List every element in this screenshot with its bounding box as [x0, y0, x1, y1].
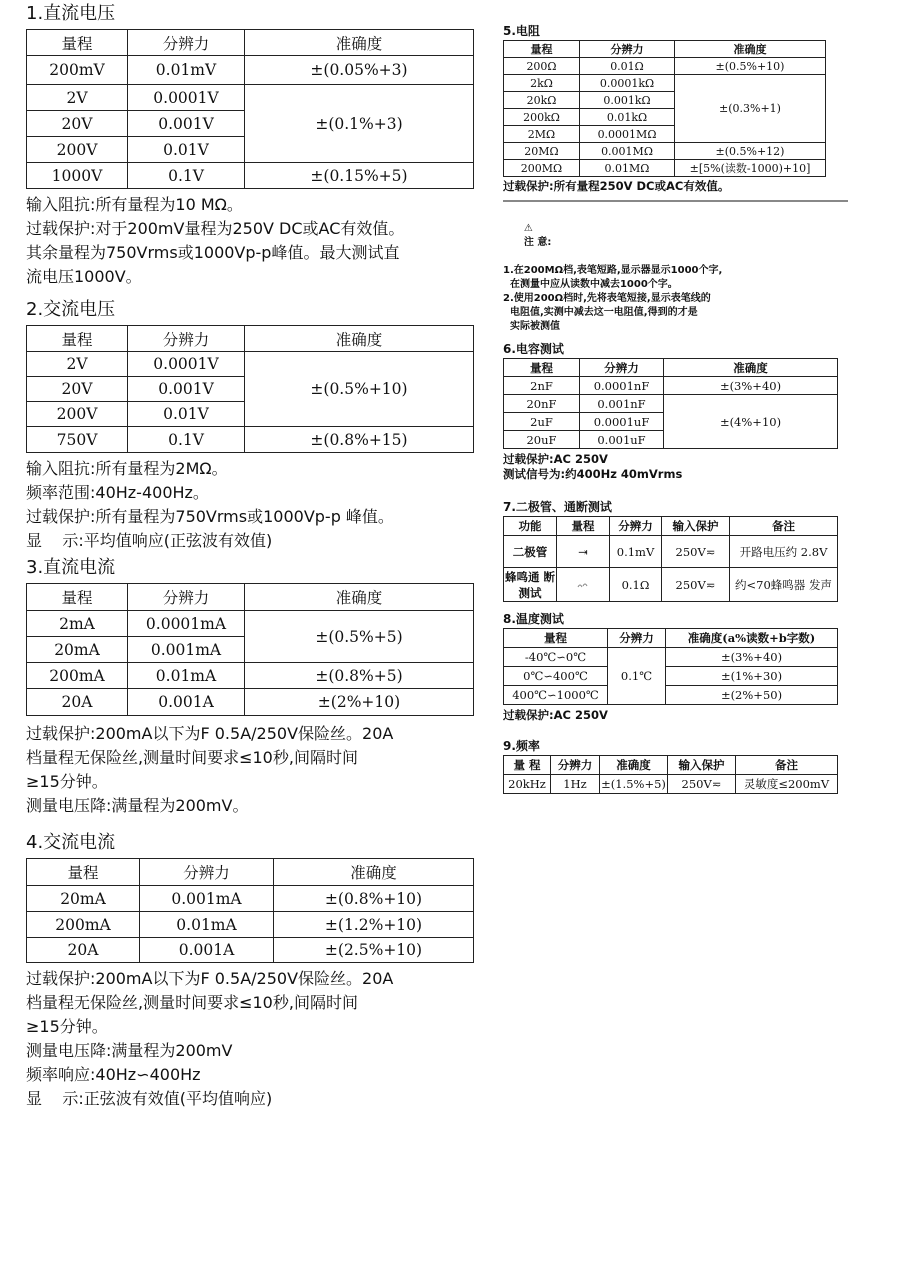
table-cell: 250V≂ [668, 775, 736, 794]
warning-line: 2.使用200Ω档时,先将表笔短接,显示表笔线的 [503, 293, 711, 304]
note-line: 过载保护:200mA以下为F 0.5A/250V保险丝。20A [26, 724, 394, 743]
right-column [503, 22, 848, 794]
table-header: 量程 [27, 326, 128, 352]
section-title-capacitance: 6.电容测试 [503, 342, 564, 356]
table-header: 量 程 [504, 756, 551, 775]
table-header: 准确度 [664, 359, 838, 377]
table-header: 输入保护 [662, 517, 730, 536]
warning-head: 注 意: [523, 237, 552, 248]
section-title-dc-voltage: 1.直流电压 [26, 3, 116, 24]
table-header: 量程 [504, 629, 608, 648]
table-header: 分辨力 [580, 359, 664, 377]
table-cell: 20kΩ [504, 92, 580, 109]
table-header: 准确度 [245, 326, 474, 352]
table-cell: ±[5%(读数-1000)+10] [675, 160, 826, 177]
table-cell: ±(0.1%+3) [245, 85, 474, 163]
temperature-table [503, 628, 838, 705]
table-cell: 0.01mA [140, 912, 274, 938]
note-line: 过载保护:AC 250V [503, 708, 608, 722]
ac-voltage-table [26, 325, 474, 453]
note-line: 显 示:正弦波有效值(平均值响应) [26, 1089, 273, 1108]
table-cell: ±(3%+40) [666, 648, 838, 667]
table-cell: 2V [27, 85, 128, 111]
note-line: 显 示:平均值响应(正弦波有效值) [26, 531, 273, 550]
table-cell: 750V [27, 427, 128, 453]
table-cell: 2mA [27, 611, 128, 637]
table-cell: 开路电压约 2.8V [730, 536, 838, 568]
section-title-ac-current: 4.交流电流 [26, 832, 116, 853]
table-cell: 0.001MΩ [580, 143, 675, 160]
table-header: 备注 [730, 517, 838, 536]
table-header: 分辨力 [128, 326, 245, 352]
table-cell: 0.0001MΩ [580, 126, 675, 143]
note-line: 过载保护:AC 250V [503, 452, 608, 466]
table-header: 准确度 [675, 41, 826, 58]
table-cell: ±(2%+10) [245, 689, 474, 716]
table-cell: 0.001V [128, 377, 245, 402]
note-line: 档量程无保险丝,测量时间要求≤10秒,间隔时间 [26, 993, 358, 1012]
table-header: 功能 [504, 517, 557, 536]
table-header: 量程 [504, 359, 580, 377]
table-cell: 0.0001mA [128, 611, 245, 637]
note-line: 测试信号为:约400Hz 40mVrms [503, 467, 683, 481]
table-header: 分辨力 [551, 756, 600, 775]
table-cell: ±(0.15%+5) [245, 163, 474, 189]
table-cell: 0.01V [128, 137, 245, 163]
table-cell: 0.01mA [128, 663, 245, 689]
table-cell: 0.001V [128, 111, 245, 137]
diode-table [503, 516, 838, 602]
table-cell: 0.01kΩ [580, 109, 675, 126]
table-cell: ±(0.8%+15) [245, 427, 474, 453]
capacitance-table [503, 358, 838, 449]
section-title-temperature: 8.温度测试 [503, 612, 564, 626]
table-cell: 200kΩ [504, 109, 580, 126]
table-header: 分辨力 [608, 629, 666, 648]
note-line: 输入阻抗:所有量程为10 MΩ。 [26, 195, 243, 214]
table-cell: 0.0001nF [580, 377, 664, 395]
table-cell: 20V [27, 111, 128, 137]
table-cell: 灵敏度≤200mV [736, 775, 838, 794]
table-cell: 0.0001V [128, 85, 245, 111]
table-cell: 1000V [27, 163, 128, 189]
warning-line: 实际被测值 [503, 321, 560, 332]
table-cell: ±(4%+10) [664, 395, 838, 449]
note-line: 流电压1000V。 [26, 267, 142, 286]
table-cell: 20uF [504, 431, 580, 449]
table-header: 准确度 [274, 859, 474, 886]
table-cell: 20MΩ [504, 143, 580, 160]
table-cell: 250V≂ [662, 568, 730, 602]
table-header: 输入保护 [668, 756, 736, 775]
table-header: 量程 [27, 859, 140, 886]
table-cell: ±(1.5%+5) [600, 775, 668, 794]
table-cell: 250V≂ [662, 536, 730, 568]
section-title-frequency: 9.频率 [503, 739, 540, 753]
table-cell: 20mA [27, 886, 140, 912]
table-cell: 20A [27, 689, 128, 716]
table-cell: ±(0.5%+12) [675, 143, 826, 160]
table-cell: 0.1V [128, 163, 245, 189]
note-line: 过载保护:对于200mV量程为250V DC或AC有效值。 [26, 219, 405, 238]
table-cell: 0.1Ω [610, 568, 662, 602]
table-cell: 二极管 [504, 536, 557, 568]
table-cell: ±(0.8%+5) [245, 663, 474, 689]
table-cell: 0.1℃ [608, 648, 666, 705]
table-header: 分辨力 [610, 517, 662, 536]
table-cell: 0.001mA [140, 886, 274, 912]
table-header: 准确度 [245, 584, 474, 611]
table-header: 准确度 [245, 30, 474, 56]
table-cell: 0.001nF [580, 395, 664, 413]
table-cell: 蜂鸣通 断测试 [504, 569, 555, 600]
table-cell: 20nF [504, 395, 580, 413]
table-cell: 20kHz [504, 775, 551, 794]
table-cell: ±(0.5%+10) [675, 58, 826, 75]
warning-icon: ⚠ [523, 223, 533, 234]
ac-current-table [26, 858, 474, 963]
table-cell: ±(0.5%+5) [245, 611, 474, 663]
table-cell: ±(0.05%+3) [245, 56, 474, 85]
note-line: ≥15分钟。 [26, 772, 108, 791]
table-cell: 2MΩ [504, 126, 580, 143]
table-header: 分辨力 [580, 41, 675, 58]
table-cell: 0.01mV [128, 56, 245, 85]
warning-heading [503, 208, 848, 264]
table-cell: 2uF [504, 413, 580, 431]
divider [503, 200, 848, 202]
table-cell: 0.001A [140, 938, 274, 963]
table-cell: 20V [27, 377, 128, 402]
table-cell: ±(0.3%+1) [675, 75, 826, 143]
table-cell: 0.001A [128, 689, 245, 716]
section-title-diode: 7.二极管、通断测试 [503, 500, 612, 514]
table-cell: ±(2.5%+10) [274, 938, 474, 963]
table-cell: 200MΩ [504, 160, 580, 177]
section-title-ac-voltage: 2.交流电压 [26, 299, 116, 320]
table-cell: 200V [27, 402, 128, 427]
left-column [26, 0, 476, 1111]
table-cell: ±(3%+40) [664, 377, 838, 395]
table-cell: 0.01Ω [580, 58, 675, 75]
warning-block [503, 208, 848, 334]
table-cell: -40℃∽0℃ [504, 648, 608, 667]
note-line: 输入阻抗:所有量程为2MΩ。 [26, 459, 228, 478]
table-cell: 0.1V [128, 427, 245, 453]
table-cell: 200V [27, 137, 128, 163]
note-line: 过载保护:200mA以下为F 0.5A/250V保险丝。20A [26, 969, 394, 988]
table-cell: 200Ω [504, 58, 580, 75]
dc-voltage-table [26, 29, 474, 189]
table-header: 备注 [736, 756, 838, 775]
table-cell: ±(1.2%+10) [274, 912, 474, 938]
resistance-table [503, 40, 826, 177]
table-header: 量程 [504, 41, 580, 58]
note-line: 测量电压降:满量程为200mV [26, 1041, 233, 1060]
warning-line: 在测量中应从读数中减去1000个字。 [503, 279, 678, 290]
table-header: 准确度(a%读数+b字数) [666, 629, 838, 648]
note-line: 过载保护:所有量程为750Vrms或1000Vp-p 峰值。 [26, 507, 394, 526]
table-cell: ±(1%+30) [666, 667, 838, 686]
table-cell: 0.001kΩ [580, 92, 675, 109]
table-header: 量程 [27, 584, 128, 611]
diode-symbol-icon: ⇥ [557, 536, 610, 568]
table-cell: ±(0.5%+10) [245, 352, 474, 427]
table-cell: 2kΩ [504, 75, 580, 92]
note-line: 频率响应:40Hz∽400Hz [26, 1065, 201, 1084]
table-header: 分辨力 [128, 30, 245, 56]
warning-line: 电阻值,实测中减去这一电阻值,得到的才是 [503, 307, 698, 318]
table-cell: 0.1mV [610, 536, 662, 568]
frequency-table [503, 755, 838, 794]
table-cell: 0.0001V [128, 352, 245, 377]
table-header: 分辨力 [140, 859, 274, 886]
buzzer-icon [557, 568, 610, 602]
table-header: 量程 [27, 30, 128, 56]
note-line: 频率范围:40Hz-400Hz。 [26, 483, 209, 502]
note-line: 过载保护:所有量程250V DC或AC有效值。 [503, 179, 730, 193]
table-cell: ±(2%+50) [666, 686, 838, 705]
table-cell: 200mA [27, 663, 128, 689]
table-cell: 20A [27, 938, 140, 963]
table-cell: 0.01MΩ [580, 160, 675, 177]
table-cell: 1Hz [551, 775, 600, 794]
table-cell: 200mA [27, 912, 140, 938]
table-header: 准确度 [600, 756, 668, 775]
table-cell: 0.0001uF [580, 413, 664, 431]
table-cell: 200mV [27, 56, 128, 85]
table-cell: 400℃∽1000℃ [504, 686, 608, 705]
note-line: 档量程无保险丝,测量时间要求≤10秒,间隔时间 [26, 748, 358, 767]
note-line: 测量电压降:满量程为200mV。 [26, 796, 249, 815]
note-line: 其余量程为750Vrms或1000Vp-p峰值。最大测试直 [26, 243, 400, 262]
table-cell: 0.001mA [128, 637, 245, 663]
table-cell: 2V [27, 352, 128, 377]
note-line: ≥15分钟。 [26, 1017, 108, 1036]
table-header: 分辨力 [128, 584, 245, 611]
table-cell: 0.001uF [580, 431, 664, 449]
table-header: 量程 [557, 517, 610, 536]
dc-current-table [26, 583, 474, 716]
table-cell: 0.01V [128, 402, 245, 427]
table-cell: 2nF [504, 377, 580, 395]
warning-line: 1.在200MΩ档,表笔短路,显示器显示1000个字, [503, 265, 723, 276]
table-cell: 20mA [27, 637, 128, 663]
table-cell: 0.0001kΩ [580, 75, 675, 92]
section-title-resistance: 5.电阻 [503, 24, 540, 38]
section-title-dc-current: 3.直流电流 [26, 557, 116, 578]
table-cell: 0℃∽400℃ [504, 667, 608, 686]
table-cell: 约<70蜂鸣器 发声 [730, 568, 838, 602]
table-cell: ±(0.8%+10) [274, 886, 474, 912]
